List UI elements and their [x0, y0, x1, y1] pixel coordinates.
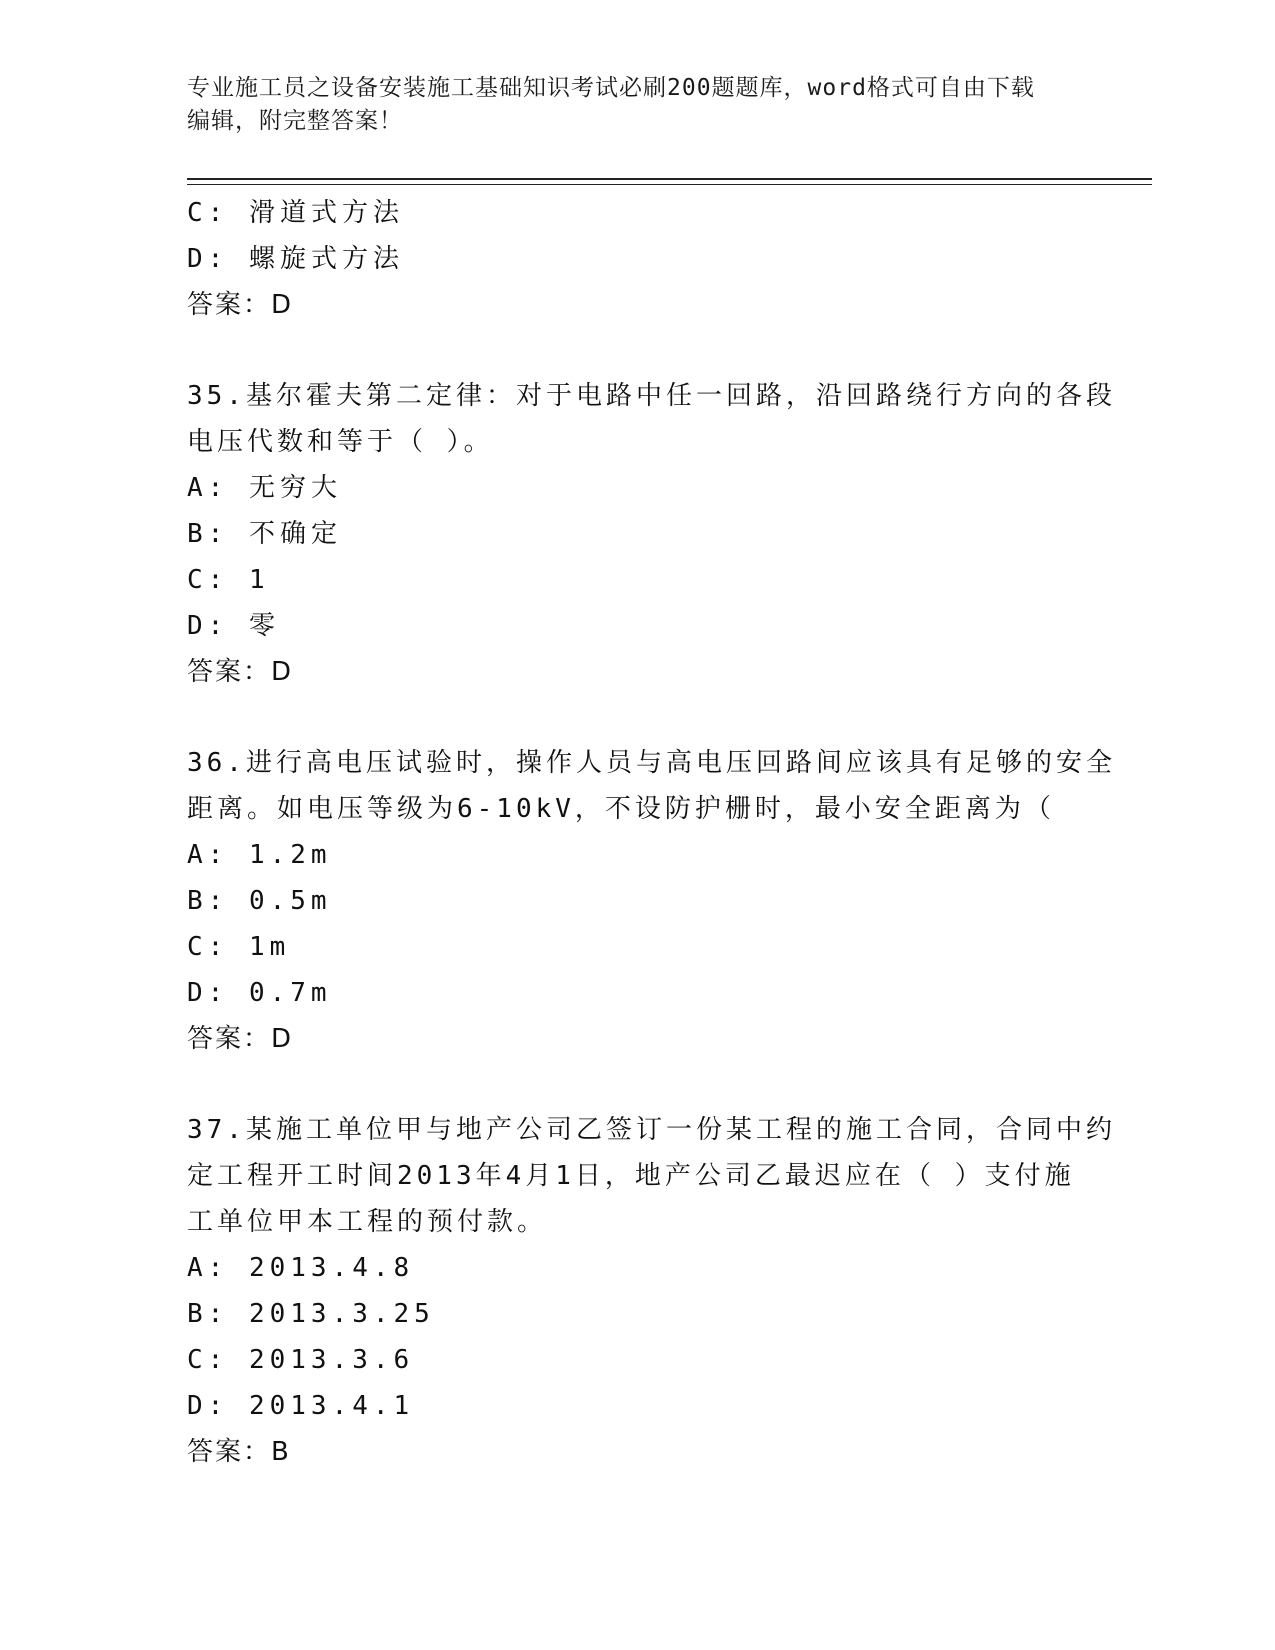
stem-line: 37.某施工单位甲与地产公司乙签订一份某工程的施工合同，合同中约	[187, 1115, 1116, 1145]
stem-line: 35.基尔霍夫第二定律：对于电路中任一回路，沿回路绕行方向的各段	[187, 381, 1116, 411]
question-list	[187, 190, 1116, 1475]
question-37	[187, 1107, 1116, 1475]
option-d: D: 2013.4.1	[187, 1391, 415, 1421]
header-divider	[187, 178, 1152, 185]
stem-line: 36.进行高电压试验时，操作人员与高电压回路间应该具有足够的安全	[187, 748, 1116, 778]
option-c: C: 2013.3.6	[187, 1345, 415, 1375]
question-35	[187, 373, 1116, 695]
option-c: C: 1m	[187, 932, 291, 962]
answer-line: 答案：D	[187, 290, 294, 320]
option-c: C: 滑道式方法	[187, 198, 404, 228]
option-d: D: 0.7m	[187, 978, 332, 1008]
header-title-line-2: 编辑，附完整答案！	[187, 108, 403, 134]
option-b: B: 不确定	[187, 519, 342, 549]
stem-line: 电压代数和等于（ ）。	[187, 427, 494, 457]
stem-line: 定工程开工时间2013年4月1日，地产公司乙最迟应在（ ）支付施	[187, 1161, 1075, 1191]
continued-question	[187, 190, 1087, 328]
document-header	[187, 72, 1087, 138]
question-36	[187, 740, 1116, 1062]
stem-line: 距离。如电压等级为6-10kV，不设防护栅时，最小安全距离为（	[187, 794, 1055, 824]
option-a: A: 1.2m	[187, 840, 332, 870]
question-stem	[187, 373, 1116, 465]
answer-line: 答案：D	[187, 657, 294, 687]
header-title-line-1: 专业施工员之设备安装施工基础知识考试必刷200题题库，word格式可自由下载	[187, 75, 1035, 101]
answer-line: 答案：D	[187, 1024, 294, 1054]
answer-line: 答案：B	[187, 1437, 291, 1467]
option-b: B: 2013.3.25	[187, 1299, 435, 1329]
option-c: C: 1	[187, 565, 270, 595]
option-d: D: 螺旋式方法	[187, 244, 404, 274]
stem-line: 工单位甲本工程的预付款。	[187, 1207, 548, 1237]
question-stem	[187, 1107, 1116, 1245]
option-a: A: 无穷大	[187, 473, 342, 503]
option-d: D: 零	[187, 611, 280, 641]
option-b: B: 0.5m	[187, 886, 332, 916]
question-stem	[187, 740, 1116, 832]
option-a: A: 2013.4.8	[187, 1253, 415, 1283]
